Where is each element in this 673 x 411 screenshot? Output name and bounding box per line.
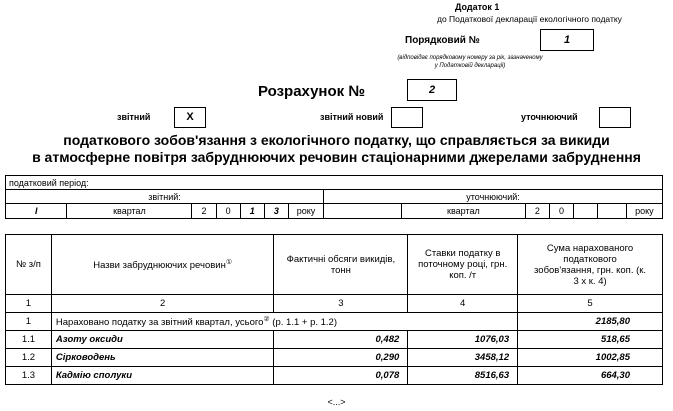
total-row-sum[interactable]: 2185,80: [518, 313, 663, 331]
period-clarifying-label: уточнюючий:: [324, 190, 663, 204]
calc-number-field[interactable]: 2: [407, 79, 457, 101]
row-rate[interactable]: 3458,12: [408, 349, 518, 367]
row-substance-name[interactable]: Кадмію сполуки: [51, 367, 274, 385]
col-number: 5: [518, 295, 663, 313]
col-number: 3: [274, 295, 408, 313]
reporting-year-digit[interactable]: 1: [240, 204, 264, 219]
table-row: [6, 331, 663, 349]
col-number: 1: [6, 295, 52, 313]
quarter-word: квартал: [67, 204, 192, 219]
header-name-text: Назви забруднюючих речовин: [93, 260, 226, 272]
document-title-line1: податкового зобов'язання з екологічного податку, що справляється за викиди: [63, 132, 610, 148]
row-sum[interactable]: 1002,85: [518, 349, 663, 367]
row-volume[interactable]: 0,078: [274, 367, 408, 385]
document-title: [0, 132, 673, 166]
row-num: 1.3: [6, 367, 52, 385]
reporting-quarter-field[interactable]: I: [6, 204, 67, 219]
period-reporting-label: звітний:: [6, 190, 324, 204]
clarifying-quarter-field[interactable]: [324, 204, 402, 219]
row-volume[interactable]: 0,482: [274, 331, 408, 349]
type-new-label: звітний новий: [320, 112, 384, 122]
type-new-checkbox[interactable]: [391, 107, 423, 128]
header-num: № з/п: [6, 235, 52, 295]
row-rate[interactable]: 8516,63: [408, 367, 518, 385]
total-row-name: [51, 313, 517, 331]
appendix-subtitle: до Податкової декларації екологічного податку: [437, 14, 622, 24]
ordinal-number-field[interactable]: 1: [540, 29, 594, 51]
ordinal-label: Порядковий №: [405, 35, 480, 46]
tax-table: [5, 234, 663, 385]
clarifying-year-digit[interactable]: [598, 204, 627, 219]
ordinal-note-line1: (відповідає порядковому номеру за рік, зазначеному: [397, 55, 543, 61]
footnote-mark-2: ②: [263, 315, 270, 323]
period-label: податковий період:: [6, 176, 663, 190]
table-row: [6, 349, 663, 367]
row-volume[interactable]: 0,290: [274, 349, 408, 367]
clarifying-year-digit[interactable]: [574, 204, 598, 219]
appendix-title: Додаток 1: [455, 2, 500, 12]
row-substance-name[interactable]: Сірководень: [51, 349, 274, 367]
row-rate[interactable]: 1076,03: [408, 331, 518, 349]
total-row-num: 1: [6, 313, 52, 331]
total-row-text: Нараховано податку за звітний квартал, усього: [55, 317, 264, 329]
reporting-year-digit[interactable]: 2: [192, 204, 216, 219]
calc-label: Розрахунок №: [258, 83, 366, 100]
clarifying-year-digit[interactable]: 0: [549, 204, 573, 219]
year-word: року: [288, 204, 323, 219]
col-number: 2: [51, 295, 274, 313]
ordinal-note: [355, 54, 585, 70]
ordinal-note-line2: у Податковій декларації): [434, 63, 506, 69]
period-table: [5, 175, 663, 219]
row-sum[interactable]: 664,30: [518, 367, 663, 385]
document-title-line2: в атмосферне повітря забруднюючих речовин стаціонарними джерелами забруднення: [32, 149, 641, 165]
row-num: 1.2: [6, 349, 52, 367]
type-clarifying-label: уточнюючий: [521, 112, 578, 122]
row-substance-name[interactable]: Азоту оксиди: [51, 331, 274, 349]
total-row: [6, 313, 663, 331]
continuation-ellipsis: <...>: [327, 397, 346, 407]
header-rate: Ставки податку в поточному році, грн. коп. /т: [408, 235, 518, 295]
type-reporting-checkbox[interactable]: X: [174, 107, 206, 128]
clarifying-year-digit[interactable]: 2: [525, 204, 549, 219]
reporting-year-digit[interactable]: 0: [216, 204, 240, 219]
total-row-formula: (р. 1.1 + р. 1.2): [269, 317, 338, 329]
header-name: [51, 235, 274, 295]
clarifying-quarter-word: квартал: [401, 204, 525, 219]
type-reporting-label: звітний: [117, 112, 151, 122]
clarifying-year-word: року: [626, 204, 662, 219]
row-sum[interactable]: 518,65: [518, 331, 663, 349]
row-num: 1.1: [6, 331, 52, 349]
col-number: 4: [408, 295, 518, 313]
footnote-mark-1: ①: [225, 258, 233, 266]
header-volume: Фактичні обсяги викидів, тонн: [274, 235, 408, 295]
header-sum: Сума нарахованого податкового зобов'язання, грн. коп. (к. 3 х к. 4): [518, 235, 663, 295]
table-row: [6, 367, 663, 385]
reporting-year-digit[interactable]: 3: [264, 204, 288, 219]
type-clarifying-checkbox[interactable]: [599, 107, 631, 128]
